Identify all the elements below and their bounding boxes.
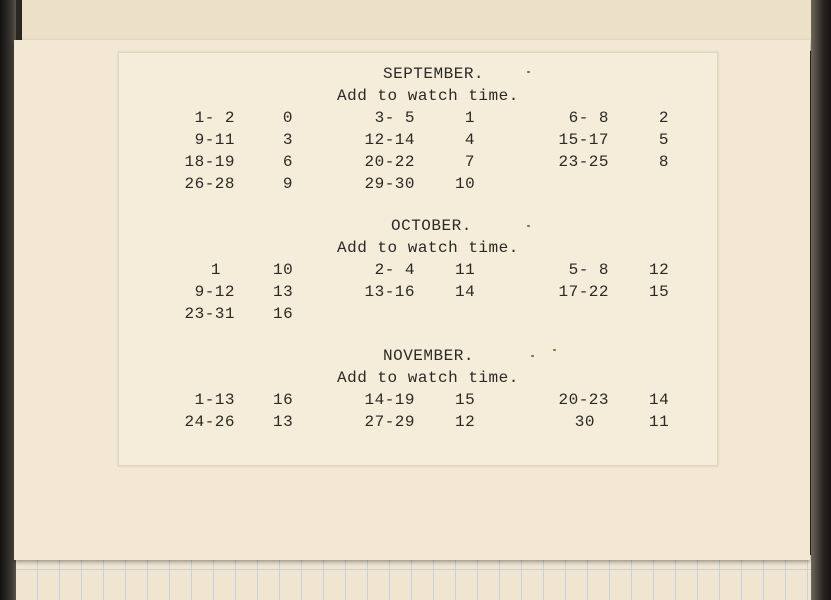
date-range: 2- 4 bbox=[374, 261, 415, 279]
minutes-value: 4 bbox=[464, 131, 475, 149]
date-range: 15-17 bbox=[558, 131, 609, 149]
date-range: 27-29 bbox=[364, 413, 415, 431]
instruction-september: Add to watch time. bbox=[337, 87, 519, 105]
month-heading-october: OCTOBER. bbox=[391, 217, 472, 235]
month-heading-november: NOVEMBER. bbox=[383, 347, 474, 365]
date-range: 14-19 bbox=[364, 391, 415, 409]
month-heading-september: SEPTEMBER. bbox=[383, 65, 485, 83]
minutes-value: 16 bbox=[273, 305, 294, 323]
date-range: 29-30 bbox=[364, 175, 415, 193]
date-range: 1 bbox=[210, 261, 221, 279]
date-range: 23-31 bbox=[184, 305, 235, 323]
minutes-value: 7 bbox=[464, 153, 475, 171]
minutes-value: 3 bbox=[282, 131, 293, 149]
date-range: 26-28 bbox=[184, 175, 235, 193]
date-range: 23-25 bbox=[558, 153, 609, 171]
date-range: 9-11 bbox=[194, 131, 235, 149]
minutes-value: 8 bbox=[658, 153, 669, 171]
binder-edge-right bbox=[811, 0, 831, 600]
minutes-value: 15 bbox=[455, 391, 476, 409]
minutes-value: 13 bbox=[273, 413, 294, 431]
ruled-page-below bbox=[16, 555, 816, 600]
minutes-value: 12 bbox=[649, 261, 670, 279]
date-range: 9-12 bbox=[194, 283, 235, 301]
minutes-value: 14 bbox=[649, 391, 670, 409]
minutes-value: 13 bbox=[273, 283, 294, 301]
minutes-value: 16 bbox=[273, 391, 294, 409]
date-range: 1- 2 bbox=[194, 109, 235, 127]
minutes-value: 15 bbox=[649, 283, 670, 301]
minutes-value: 14 bbox=[455, 283, 476, 301]
minutes-value: 6 bbox=[282, 153, 293, 171]
date-range: 20-23 bbox=[558, 391, 609, 409]
minutes-value: 10 bbox=[455, 175, 476, 193]
minutes-value: 1 bbox=[464, 109, 475, 127]
date-range: 30 bbox=[574, 413, 595, 431]
paper-fleck bbox=[531, 355, 534, 357]
minutes-value: 11 bbox=[455, 261, 476, 279]
date-range: 20-22 bbox=[364, 153, 415, 171]
date-range: 24-26 bbox=[184, 413, 235, 431]
date-range: 12-14 bbox=[364, 131, 415, 149]
date-range: 3- 5 bbox=[374, 109, 415, 127]
typed-card bbox=[118, 52, 718, 466]
instruction-november: Add to watch time. bbox=[337, 369, 519, 387]
date-range: 5- 8 bbox=[568, 261, 609, 279]
date-range: 18-19 bbox=[184, 153, 235, 171]
paper-fleck bbox=[527, 71, 530, 73]
minutes-value: 9 bbox=[282, 175, 293, 193]
paper-fleck bbox=[527, 225, 530, 227]
minutes-value: 0 bbox=[282, 109, 293, 127]
minutes-value: 11 bbox=[649, 413, 670, 431]
instruction-october: Add to watch time. bbox=[337, 239, 519, 257]
date-range: 17-22 bbox=[558, 283, 609, 301]
date-range: 6- 8 bbox=[568, 109, 609, 127]
paper-fleck bbox=[553, 349, 556, 351]
minutes-value: 12 bbox=[455, 413, 476, 431]
minutes-value: 5 bbox=[658, 131, 669, 149]
minutes-value: 10 bbox=[273, 261, 294, 279]
mounting-sheet bbox=[14, 40, 810, 560]
date-range: 13-16 bbox=[364, 283, 415, 301]
minutes-value: 2 bbox=[658, 109, 669, 127]
date-range: 1-13 bbox=[194, 391, 235, 409]
